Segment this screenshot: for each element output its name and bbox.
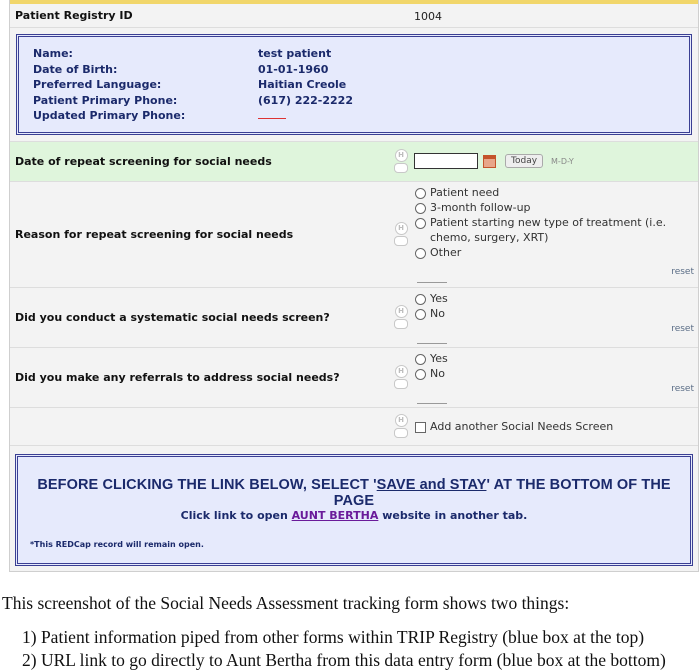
referrals-option-no[interactable]: No	[414, 366, 698, 381]
info-key: Patient Primary Phone:	[33, 93, 178, 107]
caption-item-1: 1) Patient information piped from other forms within TRIP Registry (blue box at the top)	[22, 627, 645, 647]
systematic-option-yes[interactable]: Yes	[414, 291, 698, 306]
info-key: Updated Primary Phone:	[33, 109, 186, 122]
aunt-bertha-box	[15, 454, 693, 566]
info-key: Preferred Language:	[33, 78, 162, 91]
radio-button[interactable]	[415, 218, 426, 229]
repeat-date-label: Date of repeat screening for social needs	[15, 154, 272, 168]
link-instruction: Click link to open AUNT BERTHA website in another tab.	[180, 508, 528, 522]
reason-option-patient-need[interactable]: Patient need	[414, 185, 698, 200]
record-note: *This REDCap record will remain open.	[30, 539, 204, 549]
today-button[interactable]: Today	[505, 154, 543, 168]
reset-link[interactable]: reset	[671, 323, 694, 334]
info-key: Name:	[33, 47, 73, 60]
reason-label: Reason for repeat screening for social needs	[15, 227, 294, 241]
empty-value-line	[417, 282, 447, 283]
referrals-option-yes[interactable]: Yes	[414, 351, 698, 366]
comment-icon[interactable]	[394, 163, 408, 173]
info-row-language	[33, 77, 675, 93]
history-icon[interactable]: H	[395, 414, 408, 427]
patient-info-section	[10, 28, 698, 142]
reset-link[interactable]: reset	[671, 383, 694, 394]
save-instruction-title: BEFORE CLICKING THE LINK BELOW, SELECT 'SAVE and STAY' AT THE BOTTOM OF THE PAGE	[37, 476, 671, 509]
registry-id-value: 1004	[414, 10, 442, 23]
referrals-row	[10, 348, 698, 408]
data-entry-form	[9, 0, 699, 572]
reset-link[interactable]: reset	[671, 266, 694, 277]
repeat-date-row	[10, 142, 698, 182]
info-row-updated-phone	[33, 108, 675, 124]
aunt-bertha-link[interactable]: AUNT BERTHA	[291, 508, 379, 522]
caption-intro: This screenshot of the Social Needs Assessment tracking form shows two things:	[2, 593, 570, 613]
caption-item-2: 2) URL link to go directly to Aunt Bertha from this data entry form (blue box at the bottom)	[22, 650, 666, 670]
radio-button[interactable]	[415, 294, 426, 305]
systematic-screen-row	[10, 288, 698, 348]
reason-option-new-treatment[interactable]: Patient starting new type of treatment (i.e. chemo, surgery, XRT)	[414, 215, 698, 245]
radio-button[interactable]	[415, 248, 426, 259]
info-value: (617) 222-2222	[258, 93, 353, 107]
info-value: Haitian Creole	[258, 78, 347, 91]
registry-id-label: Patient Registry ID	[15, 9, 133, 22]
comment-icon[interactable]	[394, 236, 408, 246]
reason-option-other[interactable]: Other	[414, 245, 698, 260]
patient-info-box	[16, 34, 692, 135]
comment-icon[interactable]	[394, 428, 408, 438]
info-row-name	[33, 46, 675, 62]
date-format-hint: M-D-Y	[551, 156, 574, 166]
empty-value-line	[417, 343, 447, 344]
reason-option-followup[interactable]: 3-month follow-up	[414, 200, 698, 215]
registry-id-row	[10, 4, 698, 28]
systematic-screen-label: Did you conduct a systematic social needs screen?	[15, 310, 330, 324]
history-icon[interactable]: H	[395, 305, 408, 318]
empty-value-line	[258, 108, 286, 124]
info-row-dob	[33, 62, 675, 78]
radio-button[interactable]	[415, 369, 426, 380]
comment-icon[interactable]	[394, 319, 408, 329]
info-value: 01-01-1960	[258, 62, 329, 76]
radio-button[interactable]	[415, 354, 426, 365]
reason-row	[10, 182, 698, 288]
info-value: test patient	[258, 47, 332, 60]
info-row-primary-phone	[33, 93, 675, 109]
add-another-row	[10, 408, 698, 446]
calendar-icon[interactable]	[483, 155, 496, 168]
systematic-option-no[interactable]: No	[414, 306, 698, 321]
radio-button[interactable]	[415, 309, 426, 320]
history-icon[interactable]: H	[395, 222, 408, 235]
radio-button[interactable]	[415, 203, 426, 214]
aunt-bertha-section	[10, 446, 698, 571]
empty-value-line	[417, 403, 447, 404]
referrals-label: Did you make any referrals to address social needs?	[15, 370, 340, 384]
comment-icon[interactable]	[394, 379, 408, 389]
repeat-date-input[interactable]	[414, 153, 478, 169]
radio-button[interactable]	[415, 188, 426, 199]
info-key: Date of Birth:	[33, 62, 118, 76]
history-icon[interactable]: H	[395, 149, 408, 162]
save-and-stay-text: SAVE and STAY	[376, 476, 487, 493]
history-icon[interactable]: H	[395, 365, 408, 378]
add-another-checkbox[interactable]: Add another Social Needs Screen	[414, 419, 613, 434]
checkbox[interactable]	[415, 422, 426, 433]
